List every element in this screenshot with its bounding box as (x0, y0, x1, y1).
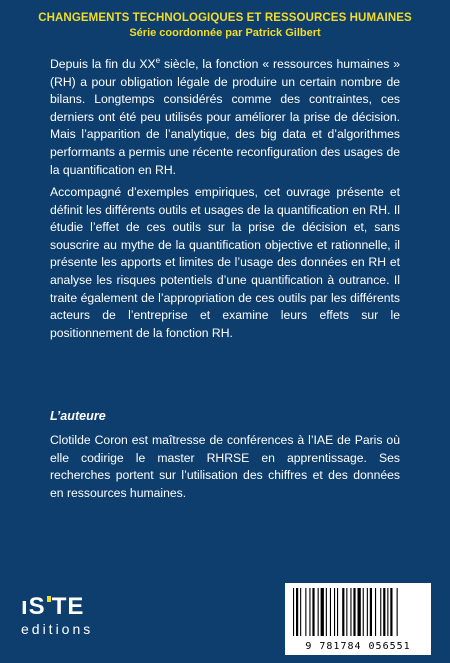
author-bio: Clotilde Coron est maîtresse de conférences à l’IAE de Paris où elle codirige le master RHRSE en apprentissage. Ses recherches portent sur l’utilisation des chiffres et des données en ressources humaines. (50, 433, 400, 500)
logo-subtext: editions (21, 621, 94, 637)
summary-paragraph-1: Depuis la fin du XXe siècle, la fonction « ressources humaines » (RH) a pour obligation légale de produire un certain nombre de bilans. Longtemps considérés comme des contraintes, ces derniers ont été peu utilisés pour améliorer la prise de décision. Mais l’apparition de l’analytique, des big data et d’algorithmes performants a permis une récente reconfiguration des usages de la quantification en RH. (50, 56, 400, 177)
author-heading: L’auteure (50, 409, 106, 423)
logo-wordmark-left: ıS (21, 593, 46, 620)
barcode-bars-icon (291, 588, 425, 638)
isbn-barcode (285, 583, 431, 655)
summary-paragraph-2: Accompagné d’exemples empiriques, cet ouvrage présente et définit les différents outils et usages de la quantification en RH. Il étudie l’effet de ces outils sur la prise de décision et, sans souscrire au mythe de la quantification objective et rationnelle, il présente les apports et limites de l’usage des données en RH et analyse les risques potentiels d’une quantification à outrance. Il traite également de l’appropriation de ces outils par les différents acteurs de l’entreprise et examine leurs effets sur le positionnement de la fonction RH. (50, 185, 400, 340)
logo-wordmark (21, 595, 143, 619)
logo-wordmark-right: TE (51, 593, 85, 620)
logo-accent-bar-icon (47, 596, 51, 602)
series-title: CHANGEMENTS TECHNOLOGIQUES ET RESSOURCES HUMAINES (38, 12, 412, 24)
series-editor: Série coordonnée par Patrick Gilbert (129, 27, 321, 39)
isbn-number: 9 781784 056551 (305, 641, 411, 652)
iste-editions-logo (21, 595, 143, 637)
